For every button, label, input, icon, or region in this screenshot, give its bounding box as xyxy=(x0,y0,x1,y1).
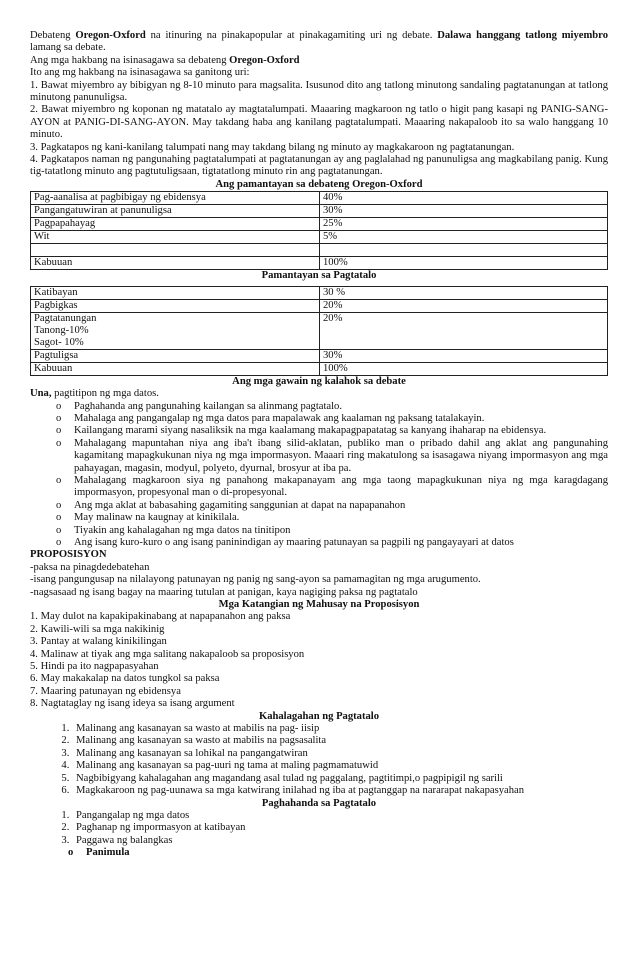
table1-title: Ang pamantayan sa debateng Oregon-Oxford xyxy=(215,178,423,190)
table-row xyxy=(31,205,608,218)
table-row xyxy=(31,244,608,257)
table-row xyxy=(31,192,608,205)
list-item: 1. May dulot na kapakipakinabang at napapanahon ang paksa xyxy=(30,611,291,623)
list-item: o Tiyakin ang kahalagahan ng mga datos na tinitipon xyxy=(56,525,608,537)
step-item: 1. Bawat miyembro ay bibigyan ng 8-10 minuto para magsalita. Isusunod dito ang tatlong minutong sandaling pagtatanungan at tatlong minutong panunuligsa. xyxy=(30,79,608,104)
list-item: 1. Pangangalap ng mga datos xyxy=(72,810,608,822)
table-cell: 30 % xyxy=(320,286,608,299)
list-item: o Mahalagang magkaroon siya ng panahong makapanayam ang mga taong mapagkukunan niya ng mga karagdagang impormasyon, propesyonal man o di-propesyonal. xyxy=(56,475,608,500)
step-item: 2. Bawat miyembro ng koponan ng matatalo ay magtatalumpati. Maaaring magkaroon ng tatlo o higit pang kasapi ng PANIG-SANG-AYON at PANIG-DI-SANG-AYON. May takdang haba ang kanilang pagtatalumpati. Maaaring nakapaloob ito sa walo hanggang 10 minuto. xyxy=(30,104,608,141)
table-cell: 40% xyxy=(320,192,608,205)
table-cell: 30% xyxy=(320,349,608,362)
step-item: 4. Pagkatapos naman ng pangunahing pagtatalumpati at pagtatanungan ay ang paglalahad ng panunuligsa ang magkabilang panig. Kung tig-tatatlong minuto ang pagtutuligsaan, tigtatatlong minuto rin ang pagtatanungan. xyxy=(30,154,608,178)
list-item: 2. Malinang ang kasanayan sa wasto at mabilis na pagsasalita xyxy=(72,735,608,747)
table-cell: 20% xyxy=(320,299,608,312)
paghahanda-sublist xyxy=(30,847,608,859)
intro-bold-term: Oregon-Oxford xyxy=(75,30,146,41)
steps-heading-line xyxy=(30,55,608,67)
list-item: 7. Maaring patunayan ng ebidensya xyxy=(30,685,181,697)
table-cell: Pagtatanungan Tanong-10% Sagot- 10% xyxy=(31,312,320,349)
table-cell xyxy=(320,244,608,257)
table-cell: Katibayan xyxy=(31,286,320,299)
gawain-title: Ang mga gawain ng kalahok sa debate xyxy=(232,375,406,387)
criteria-table-oregon xyxy=(30,191,608,270)
steps-intro: Ito ang mg hakbang na isinasagawa sa ganitong uri: xyxy=(30,67,250,79)
proposisyon-line: -nagsasaad ng isang bagay na maaring tutulan at panigan, kaya nagiging paksa ng pagtatalo xyxy=(30,586,418,598)
table-cell: Pangangatuwiran at panunuligsa xyxy=(31,205,320,218)
list-item: 6. May makakalap na datos tungkol sa paksa xyxy=(30,673,220,685)
gawain-list xyxy=(30,401,608,550)
table-cell: 100% xyxy=(320,362,608,375)
table-cell: 25% xyxy=(320,218,608,231)
intro-bold-members: Dalawa hanggang tatlong miyembro xyxy=(437,30,608,41)
gawain-lead-bold: Una, xyxy=(30,388,52,400)
kahalagahan-list xyxy=(30,723,608,797)
list-item: 2. Paghanap ng impormasyon at katibayan xyxy=(72,822,608,834)
list-item: o Mahalagang mapuntahan niya ang iba't ibang silid-aklatan, publiko man o pribado dahil ang aklat ang pangunahing kagamitang mapagkukunan niya ng mga impormasyon. Maaari ring makatulong sa isasagawa niyang impormasyon ang mga pahayagan, magasin, modyul, polyeto, dyurnal, brosyur at iba pa. xyxy=(56,438,608,475)
list-item: 8. Nagtataglay ng isang ideya sa isang argument xyxy=(30,698,235,710)
table-row xyxy=(31,286,608,299)
list-item: 2. Kawili-wili sa mga nakikinig xyxy=(30,623,165,635)
table2-title: Pamantayan sa Pagtatalo xyxy=(261,270,377,282)
table-cell: Pagpapahayag xyxy=(31,218,320,231)
list-item: o Ang mga aklat at babasahing gagamiting sanggunian at dapat na napapanahon xyxy=(56,500,608,512)
list-item: 1. Malinang ang kasanayan sa wasto at mabilis na pag- iisip xyxy=(72,723,608,735)
paghahanda-title: Paghahanda sa Pagtatalo xyxy=(261,797,377,809)
steps-heading-bold: Oregon-Oxford xyxy=(229,54,300,66)
paghahanda-list xyxy=(30,810,608,847)
list-item: o Panimula xyxy=(68,847,608,859)
list-item: 3. Pantay at walang kinikilingan xyxy=(30,636,167,648)
table-row xyxy=(31,299,608,312)
intro-text: Debateng xyxy=(30,30,76,41)
intro-text: lamang sa debate. xyxy=(30,42,106,54)
table-cell: Pagtuligsa xyxy=(31,349,320,362)
intro-paragraph xyxy=(30,30,608,55)
table-cell: 20% xyxy=(320,312,608,349)
table-row xyxy=(31,257,608,270)
table-cell: 100% xyxy=(320,257,608,270)
kahalagahan-title: Kahalagahan ng Pagtatalo xyxy=(258,710,380,722)
table-cell xyxy=(31,244,320,257)
katangian-title: Mga Katangian ng Mahusay na Proposisyon xyxy=(218,599,420,610)
table-cell: Pagbigkas xyxy=(31,299,320,312)
gawain-lead xyxy=(30,388,608,400)
table-cell: Wit xyxy=(31,231,320,244)
table-row xyxy=(31,218,608,231)
criteria-table-pagtatalo xyxy=(30,286,608,376)
table-cell: Kabuuan xyxy=(31,362,320,375)
list-item: 6. Magkakaroon ng pag-uunawa sa mga katwirang inilahad ng iba at pagtanggap na nararapat nakapasyahan xyxy=(72,785,608,797)
table-row xyxy=(31,349,608,362)
table-row xyxy=(31,362,608,375)
list-item: o Kailangang marami siyang nasaliksik na mga kaalamang makapagpapatatag sa kanyang ihaharap na ebidensya. xyxy=(56,425,608,437)
gawain-lead-text: pagtitipon ng mga datos. xyxy=(51,388,159,400)
list-item: o Mahalaga ang pangangalap ng mga datos para mapalawak ang kaalaman ng paksang tatalakayin. xyxy=(56,413,608,425)
list-item: 3. Malinang ang kasanayan sa lohikal na pangangatwiran xyxy=(72,748,608,760)
list-item: o Paghahanda ang pangunahing kailangan sa alinmang pagtatalo. xyxy=(56,401,608,413)
table-row xyxy=(31,312,608,349)
table-cell: 30% xyxy=(320,205,608,218)
table-cell: Pag-aanalisa at pagbibigay ng ebidensya xyxy=(31,192,320,205)
table-cell: Kabuuan xyxy=(31,257,320,270)
list-item: o Ang isang kuro-kuro o ang isang paninindigan ay maaring patunayan sa pagpili ng pangayayari at datos xyxy=(56,537,608,549)
step-item: 3. Pagkatapos ng kani-kanilang talumpati nang may takdang bilang ng minuto ay magkakaroon ng pagtatanungan. xyxy=(30,141,515,153)
list-item: 4. Malinang ang kasanayan sa pag-uuri ng tama at maling pagmamatuwid xyxy=(72,760,608,772)
list-item: 3. Paggawa ng balangkas xyxy=(72,835,608,847)
table-cell: 5% xyxy=(320,231,608,244)
table-row xyxy=(31,231,608,244)
proposisyon-line: -isang pangungusap na nilalayong patunayan ng panig ng sang-ayon sa pamamagitan ng mga arugumento. xyxy=(30,574,481,586)
intro-text: na itinuring na pinakapopular at pinakagamiting uri ng debate. xyxy=(145,30,438,41)
list-item: 5. Hindi pa ito nagpapasyahan xyxy=(30,661,159,673)
list-item: 5. Nagbibigyang kahalagahan ang magandang asal tulad ng paggalang, pagtitimpi,o pagpipigil ng sarili xyxy=(72,773,608,785)
proposisyon-line: -paksa na pinagdedebatehan xyxy=(30,561,150,573)
list-item: o May malinaw na kaugnay at kinikilala. xyxy=(56,512,608,524)
list-item: 4. Malinaw at tiyak ang mga salitang nakapaloob sa proposisyon xyxy=(30,648,305,660)
steps-heading-text: Ang mga hakbang na isinasagawa sa debateng xyxy=(30,54,230,66)
proposisyon-title: PROPOSISYON xyxy=(30,549,107,561)
